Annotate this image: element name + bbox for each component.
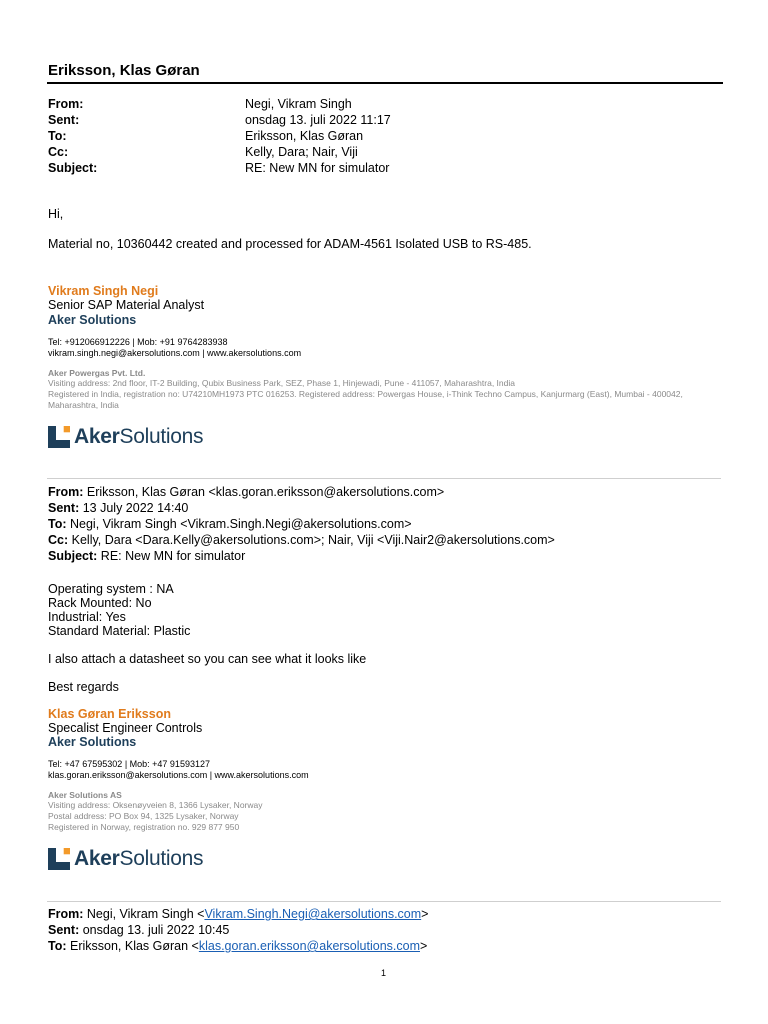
signature2-entity: Aker Solutions AS xyxy=(48,790,122,800)
fw1-from: From: Eriksson, Klas Gøran <klas.goran.eriksson@akersolutions.com> xyxy=(48,485,445,499)
fw1-sent: Sent: 13 July 2022 14:40 xyxy=(48,501,189,515)
page-number: 1 xyxy=(381,968,387,978)
sent-value: onsdag 13. juli 2022 11:17 xyxy=(245,113,391,127)
spec-rack: Rack Mounted: No xyxy=(48,596,152,610)
title-divider xyxy=(47,82,723,84)
signature2-company: Aker Solutions xyxy=(48,735,137,749)
signature-company: Aker Solutions xyxy=(48,313,137,327)
regards: Best regards xyxy=(48,680,119,694)
document-title: Eriksson, Klas Gøran xyxy=(48,62,200,79)
fw2-to: To: Eriksson, Klas Gøran <klas.goran.eriksson@akersolutions.com> xyxy=(48,939,428,953)
signature-registered: Registered in India, registration no: U74210MH1973 PTC 016253. Registered address: Powergas House, i-Think Techno Campus, Kanjurmarg (East), Mumbai - 400042, Maharashtra, India xyxy=(48,389,683,410)
signature2-phones: Tel: +47 67595302 | Mob: +47 91593127 xyxy=(48,759,210,769)
signature2-name: Klas Gøran Eriksson xyxy=(48,707,171,721)
signature2-registered: Registered in Norway, registration no. 929 877 950 xyxy=(48,822,240,832)
to-value: Eriksson, Klas Gøran xyxy=(245,129,364,143)
spec-os: Operating system : NA xyxy=(48,582,174,596)
aker-solutions-logo xyxy=(48,425,203,449)
signature-links[interactable]: vikram.singh.negi@akersolutions.com | www.akersolutions.com xyxy=(48,348,302,358)
sent-label: Sent: xyxy=(48,113,80,127)
fw1-cc: Cc: Kelly, Dara <Dara.Kelly@akersolutions.com>; Nair, Viji <Viji.Nair2@akersolutions.com> xyxy=(48,533,555,547)
spec-industrial: Industrial: Yes xyxy=(48,610,126,624)
fw2-sent: Sent: onsdag 13. juli 2022 10:45 xyxy=(48,923,230,937)
subject-value: RE: New MN for simulator xyxy=(245,161,390,175)
signature-entity: Aker Powergas Pvt. Ltd. xyxy=(48,368,146,378)
cc-value: Kelly, Dara; Nair, Viji xyxy=(245,145,358,159)
fw1-to: To: Negi, Vikram Singh <Vikram.Singh.Negi@akersolutions.com> xyxy=(48,517,412,531)
attach-note: I also attach a datasheet so you can see what it looks like xyxy=(48,652,367,666)
signature-name: Vikram Singh Negi xyxy=(48,284,159,298)
fw1-subject: Subject: RE: New MN for simulator xyxy=(48,549,246,563)
greeting: Hi, xyxy=(48,207,64,221)
from-label: From: xyxy=(48,97,84,111)
signature2-role: Specalist Engineer Controls xyxy=(48,721,203,735)
logo-text: AkerSolutions xyxy=(74,425,204,448)
aker-solutions-logo-2 xyxy=(48,847,203,871)
signature2-visiting: Visiting address: Oksenøyveien 8, 1366 Lysaker, Norway xyxy=(48,800,263,810)
fw2-to-email-link[interactable]: klas.goran.eriksson@akersolutions.com xyxy=(198,939,420,953)
separator-2 xyxy=(47,901,721,902)
fw2-from: From: Negi, Vikram Singh <Vikram.Singh.Negi@akersolutions.com> xyxy=(48,907,429,921)
spec-material: Standard Material: Plastic xyxy=(48,624,191,638)
signature-visiting: Visiting address: 2nd floor, IT-2 Building, Qubix Business Park, SEZ, Phase 1, Hinjewadi, Pune - 411057, Maharashtra, India xyxy=(48,378,515,388)
separator xyxy=(47,478,721,479)
fw2-from-email-link[interactable]: Vikram.Singh.Negi@akersolutions.com xyxy=(204,907,422,921)
from-value: Negi, Vikram Singh xyxy=(245,97,352,111)
logo-text: AkerSolutions xyxy=(74,847,204,870)
aker-logo-icon xyxy=(48,426,70,448)
to-label: To: xyxy=(48,129,67,143)
message-line: Material no, 10360442 created and processed for ADAM-4561 Isolated USB to RS-485. xyxy=(48,237,532,251)
signature2-links[interactable]: klas.goran.eriksson@akersolutions.com | www.akersolutions.com xyxy=(48,770,309,780)
signature-role: Senior SAP Material Analyst xyxy=(48,298,205,312)
subject-label: Subject: xyxy=(48,161,98,175)
signature2-postal: Postal address: PO Box 94, 1325 Lysaker, Norway xyxy=(48,811,239,821)
cc-label: Cc: xyxy=(48,145,69,159)
signature-phones: Tel: +912066912226 | Mob: +91 9764283938 xyxy=(48,337,228,347)
aker-logo-icon xyxy=(48,848,70,870)
